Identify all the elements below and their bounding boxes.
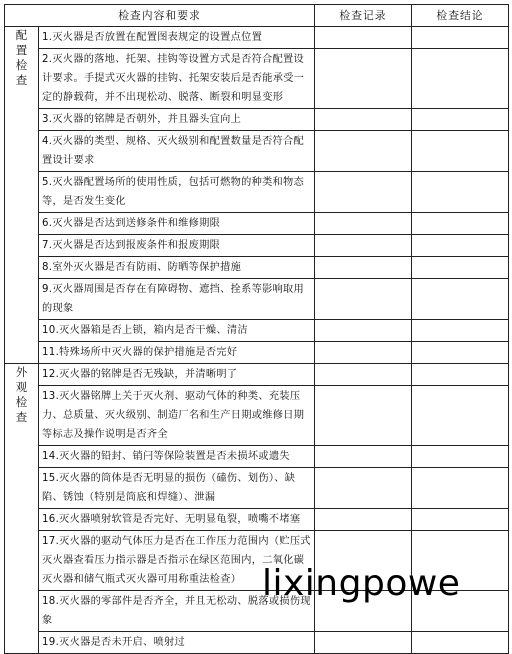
item-text: 2.灭火器的落地、托架、挂钩等设置方式是否符合配置设计要求。手提式灭火器的挂钩、托架安装后是否能承受一定的静载荷，并不出现松动、脱落、断裂和明显变形 — [39, 49, 315, 109]
record-cell[interactable] — [315, 213, 412, 235]
header-content: 检查内容和要求 — [5, 5, 315, 27]
record-cell[interactable] — [315, 342, 412, 364]
table-row — [5, 27, 509, 49]
record-cell[interactable] — [315, 320, 412, 342]
table-row — [5, 509, 509, 531]
record-cell[interactable] — [315, 509, 412, 531]
table-row — [5, 320, 509, 342]
record-cell[interactable] — [315, 109, 412, 131]
record-cell[interactable] — [315, 632, 412, 654]
item-text: 3.灭火器的铭牌是否朝外，并且器头宜向上 — [39, 109, 315, 131]
record-cell[interactable] — [315, 386, 412, 446]
category-label: 配置检查 — [15, 28, 28, 87]
item-text: 10.灭火器箱是否上锁，箱内是否干燥、清洁 — [39, 320, 315, 342]
item-text: 8.室外灭火器是否有防雨、防晒等保护措施 — [39, 257, 315, 279]
inspection-table — [4, 4, 509, 654]
item-text: 5.灭火器配置场所的使用性质，包括可燃物的种类和物态等，是否发生变化 — [39, 172, 315, 213]
item-text: 14.灭火器的铅封、销闩等保险装置是否未损坏或遗失 — [39, 446, 315, 468]
record-cell[interactable] — [315, 49, 412, 109]
record-cell[interactable] — [315, 27, 412, 49]
record-cell[interactable] — [315, 446, 412, 468]
record-cell[interactable] — [315, 172, 412, 213]
table-row — [5, 49, 509, 109]
item-text: 11.特殊场所中灭火器的保护措施是否完好 — [39, 342, 315, 364]
table-row — [5, 446, 509, 468]
item-text: 19.灭火器是否未开启、喷射过 — [39, 632, 315, 654]
table-row — [5, 213, 509, 235]
record-cell[interactable] — [315, 279, 412, 320]
conclusion-cell[interactable] — [412, 320, 509, 342]
category-cell-config — [5, 27, 39, 364]
item-text: 4.灭火器的类型、规格、灭火级别和配置数量是否符合配置设计要求 — [39, 131, 315, 172]
item-text: 18.灭火器的零部件是否齐全，并且无松动、脱落或损伤现象 — [39, 591, 315, 632]
item-text: 1.灭火器是否放置在配置图表规定的设置点位置 — [39, 27, 315, 49]
record-cell[interactable] — [315, 364, 412, 386]
item-text: 16.灭火器喷射软管是否完好、无明显龟裂，喷嘴不堵塞 — [39, 509, 315, 531]
conclusion-cell[interactable] — [412, 468, 509, 509]
category-cell-appearance — [5, 364, 39, 654]
table-row — [5, 632, 509, 654]
item-text: 6.灭火器是否达到送修条件和维修期限 — [39, 213, 315, 235]
conclusion-cell[interactable] — [412, 342, 509, 364]
record-cell[interactable] — [315, 235, 412, 257]
table-row — [5, 279, 509, 320]
conclusion-cell[interactable] — [412, 235, 509, 257]
item-text: 17.灭火器的驱动气体压力是否在工作压力范围内（贮压式灭火器查看压力指示器是否指示在绿区范围内，二氧化碳灭火器和储气瓶式灭火器可用称重法检查） — [39, 531, 315, 591]
table-row — [5, 131, 509, 172]
table-row — [5, 386, 509, 446]
category-label: 外观检查 — [15, 365, 28, 424]
conclusion-cell[interactable] — [412, 364, 509, 386]
conclusion-cell[interactable] — [412, 131, 509, 172]
record-cell[interactable] — [315, 131, 412, 172]
conclusion-cell[interactable] — [412, 27, 509, 49]
header-record: 检查记录 — [315, 5, 412, 27]
conclusion-cell[interactable] — [412, 172, 509, 213]
item-text: 15.灭火器的筒体是否无明显的损伤（磕伤、划伤）、缺陷、锈蚀（特别是筒底和焊缝）、泄漏 — [39, 468, 315, 509]
record-cell[interactable] — [315, 257, 412, 279]
item-text: 7.灭火器是否达到报废条件和报废期限 — [39, 235, 315, 257]
conclusion-cell[interactable] — [412, 213, 509, 235]
table-row — [5, 342, 509, 364]
conclusion-cell[interactable] — [412, 109, 509, 131]
item-text: 12.灭火器的铭牌是否无残缺，并清晰明了 — [39, 364, 315, 386]
table-row — [5, 257, 509, 279]
conclusion-cell[interactable] — [412, 49, 509, 109]
table-row — [5, 109, 509, 131]
table-row — [5, 468, 509, 509]
conclusion-cell[interactable] — [412, 386, 509, 446]
conclusion-cell[interactable] — [412, 257, 509, 279]
table-row — [5, 235, 509, 257]
item-text: 9.灭火器周围是否存在有障碍物、遮挡、拴系等影响取用的现象 — [39, 279, 315, 320]
header-conclusion: 检查结论 — [412, 5, 509, 27]
conclusion-cell[interactable] — [412, 632, 509, 654]
watermark-text: lixingpowe — [262, 563, 461, 604]
conclusion-cell[interactable] — [412, 509, 509, 531]
table-row — [5, 172, 509, 213]
header-row — [5, 5, 509, 27]
item-text: 13.灭火器铭牌上关于灭火剂、驱动气体的种类、充装压力、总质量、灭火级别、制造厂名和生产日期或维修日期等标志及操作说明是否齐全 — [39, 386, 315, 446]
table-row — [5, 364, 509, 386]
record-cell[interactable] — [315, 468, 412, 509]
conclusion-cell[interactable] — [412, 446, 509, 468]
conclusion-cell[interactable] — [412, 279, 509, 320]
